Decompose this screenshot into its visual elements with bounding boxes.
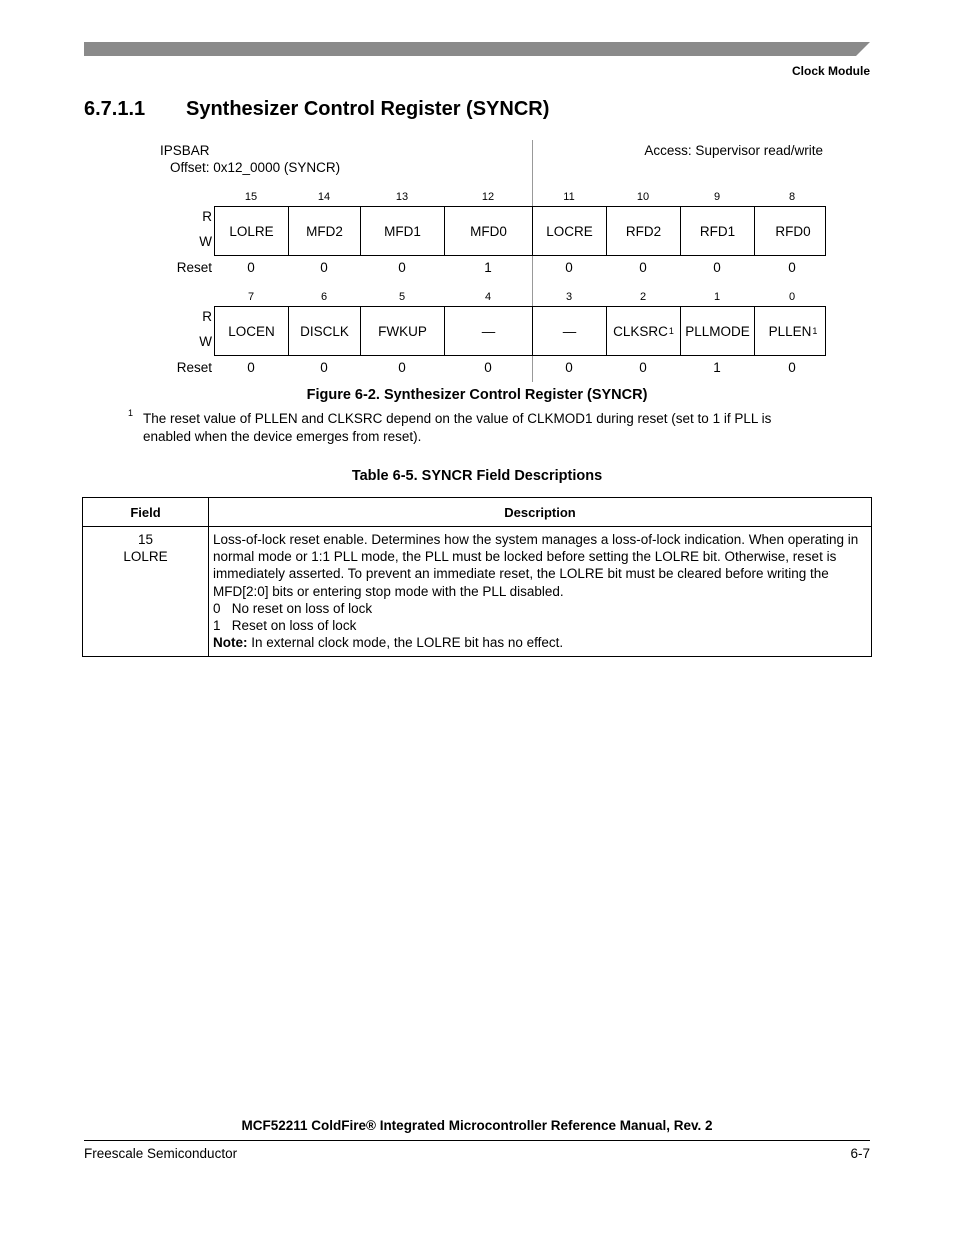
note-label: Note: [213,635,248,651]
reset-value: 0 [639,360,647,375]
register-field [445,207,533,255]
register-field-label: LOCEN [228,323,275,339]
bit-number: 9 [713,191,721,203]
upper-write-label: W [199,234,212,249]
description-note [213,634,865,651]
field-description-table [82,497,872,657]
register-field [681,207,755,255]
reset-value: 0 [788,360,796,375]
register-field [361,307,445,355]
register-field [361,207,445,255]
upper-read-label: R [202,209,212,224]
field-name: LOLRE [123,549,168,564]
table-row [83,527,872,657]
register-field [607,207,681,255]
table-caption: Table 6-5. SYNCR Field Descriptions [351,468,603,484]
register-field-label: MFD2 [306,223,343,239]
register-field-label: FWKUP [378,323,427,339]
bit-number: 1 [713,291,721,303]
lower-read-label: R [202,309,212,324]
option-0: 0 No reset on loss of lock [213,600,373,616]
reset-value: 0 [247,360,255,375]
reset-value: 0 [565,260,573,275]
reset-value: 1 [484,260,492,275]
lower-reset-label: Reset [176,360,212,375]
footer-rule [84,1140,870,1141]
bit-number: 6 [320,291,328,303]
reset-value: 0 [484,360,492,375]
field-cell [83,527,209,657]
base-label: IPSBAR [160,143,210,158]
lower-field-row [214,306,826,356]
reset-value: 0 [788,260,796,275]
description-text: Loss-of-lock reset enable. Determines how the system manages a loss-of-lock indication. When operating in normal mode or 1:1 PLL mode, the PLL must be locked before setting the LOLRE bit. Otherwise, reset is immediately asserted. To prevent an immediate reset, the LOLRE bit must be cleared before writing the MFD[2:0] bits or entering stop mode with the PLL disabled. [213,532,859,599]
bit-number: 10 [636,191,650,203]
bit-number: 13 [395,191,409,203]
register-field-label: PLLEN [768,323,812,339]
figure-caption: Figure 6-2. Synthesizer Control Register (SYNCR) [306,387,648,403]
upper-field-row [214,206,826,256]
reset-value: 0 [320,260,328,275]
running-head: Clock Module [791,64,870,78]
reset-value: 0 [398,260,406,275]
bit-number: 3 [565,291,573,303]
description-cell [209,527,872,657]
reset-value: 0 [320,360,328,375]
register-field-label: LOLRE [229,223,274,239]
section-number: 6.7.1.1 [84,98,146,120]
footnote-text: The reset value of PLLEN and CLKSRC depend on the value of CLKMOD1 during reset (set to 1 if PLL is enabled when the device emerges from reset). [143,411,772,444]
lower-write-label: W [199,334,212,349]
footer-company: Freescale Semiconductor [84,1146,238,1161]
register-field [681,307,755,355]
bit-number: 8 [788,191,796,203]
register-field-label: PLLMODE [685,323,750,339]
description-column-header: Description [209,498,872,527]
register-field-label: — [562,323,577,339]
access-label: Access: Supervisor read/write [644,143,823,158]
register-field [533,307,607,355]
register-field: CLKSRC 1 [607,307,681,355]
register-field-label: RFD2 [625,223,662,239]
bit-number: 2 [639,291,647,303]
field-column-header: Field [83,498,209,527]
register-field: PLLEN 1 [768,323,818,339]
reset-value: 0 [713,260,721,275]
bit-number: 7 [247,291,255,303]
register-field [533,207,607,255]
offset-label: Offset: 0x12_0000 (SYNCR) [170,160,341,175]
option-1: 1 Reset on loss of lock [213,618,357,634]
footer-title: MCF52211 ColdFire® Integrated Microcontroller Reference Manual, Rev. 2 [241,1118,713,1133]
footnote-mark: 1 [128,408,134,418]
reset-value: 0 [639,260,647,275]
reset-value: 1 [713,360,721,375]
register-field-label: MFD0 [470,223,507,239]
register-field-label: MFD1 [384,223,421,239]
register-field-label: RFD1 [699,223,736,239]
register-field [215,307,289,355]
bit-number: 5 [398,291,406,303]
bit-number: 4 [484,291,492,303]
bit-number: 14 [317,191,331,203]
register-field [215,207,289,255]
register-field [445,307,533,355]
field-bit-number: 15 [137,532,154,547]
register-field-label: RFD0 [775,223,811,239]
upper-reset-label: Reset [176,260,212,275]
register-field-label: DISCLK [300,323,349,339]
bit-number: 11 [563,191,575,203]
reset-value: 0 [247,260,255,275]
reset-value: 0 [398,360,406,375]
register-field [289,307,361,355]
register-field-label: LOCRE [546,223,593,239]
page-number: 6-7 [850,1146,870,1161]
table-header-row [83,498,872,527]
section-title: Synthesizer Control Register (SYNCR) [186,98,550,120]
bit-number: 12 [481,191,495,203]
note-text: In external clock mode, the LOLRE bit has no effect. [247,635,564,651]
bit-number: 0 [788,291,796,303]
register-field-label: — [481,323,496,339]
register-field [755,207,831,255]
header-band [84,42,870,56]
register-field [289,207,361,255]
register-field-label: CLKSRC [613,323,668,339]
reset-value: 0 [565,360,573,375]
bit-number: 15 [244,191,258,203]
